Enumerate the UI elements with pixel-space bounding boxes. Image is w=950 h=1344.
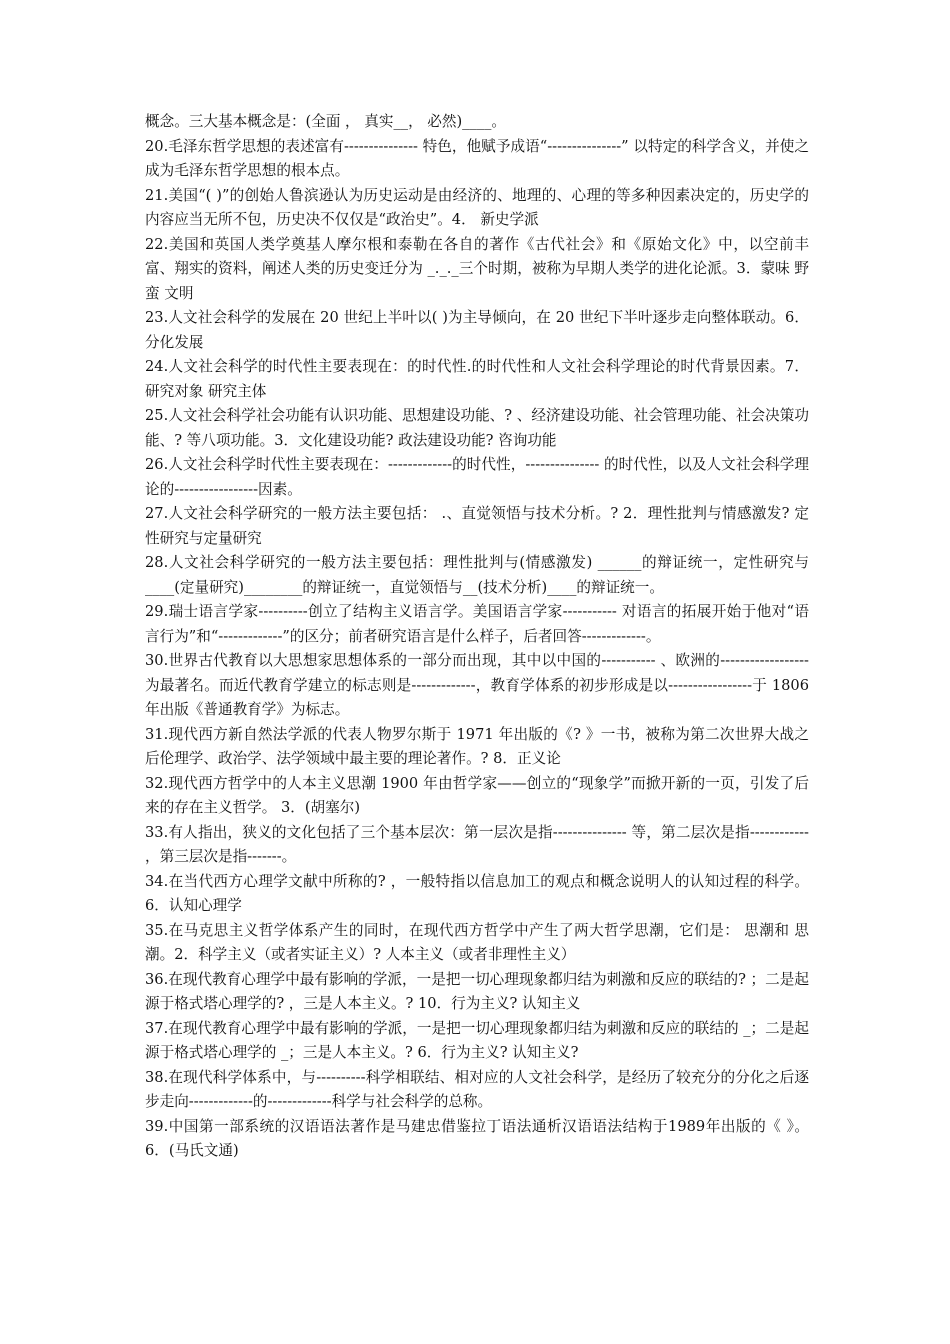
paragraph-q25: 25.人文社会科学社会功能有认识功能、思想建设功能、? 、经济建设功能、社会管理功能、社会决策功能、? 等八项功能。3．文化建设功能? 政法建设功能? 咨询功能	[145, 407, 809, 449]
paragraph-q20: 20.毛泽东哲学思想的表述富有--------------- 特色，他赋予成语“---------------” 以特定的科学含义，并使之成为毛泽东哲学思想的根本点。	[145, 137, 809, 179]
paragraph-q37: 37.在现代教育心理学中最有影响的学派，一是把一切心理现象都归结为刺激和反应的联结的 _；二是起源于格式塔心理学的 _；三是人本主义。? 6．行为主义? 认知主义?	[145, 1019, 809, 1061]
paragraph-q30: 30.世界古代教育以大思想家思想体系的一部分而出现，其中以中国的----------- 、欧洲的------------------为最著名。而近代教育学建立的标志则是-------------，教育学体系的初步形成是以-----------------于 1806 年出版《普通教育学》为标志。	[145, 652, 814, 718]
paragraph-q27: 27.人文社会科学研究的一般方法主要包括： .、直觉领悟与技术分析。? 2．理性批判与情感激发? 定性研究与定量研究	[145, 505, 809, 547]
paragraph-q29: 29.瑞士语言学家----------创立了结构主义语言学。美国语言学家----------- 对语言的拓展开始于他对“语言行为”和“-------------”的区分；前者研究语言是什么样子，后者回答-------------。	[145, 603, 809, 645]
paragraph-q39: 39.中国第一部系统的汉语语法著作是马建忠借鉴拉丁语法通析汉语语法结构于1989年出版的《 》。 6．(马氏文通)	[145, 1117, 814, 1159]
paragraph-intro-concepts: 概念。三大基本概念是：(全面 ， 真实__， 必然)____。	[145, 113, 506, 130]
paragraph-q31: 31.现代西方新自然法学派的代表人物罗尔斯于 1971 年出版的《? 》一书，被称为第二次世界大战之后伦理学、政治学、法学领域中最主要的理论著作。? 8．正义论	[145, 725, 809, 767]
paragraph-q36: 36.在现代教育心理学中最有影响的学派，一是把一切心理现象都归结为刺激和反应的联结的? ；二是起源于格式塔心理学的? ，三是人本主义。? 10．行为主义? 认知主义	[145, 970, 809, 1012]
paragraph-q34: 34.在当代西方心理学文献中所称的? ，一般特指以信息加工的观点和概念说明人的认知过程的科学。6．认知心理学	[145, 872, 809, 914]
paragraph-q35: 35.在马克思主义哲学体系产生的同时，在现代西方哲学中产生了两大哲学思潮，它们是： 思潮和 思潮。2．科学主义（或者实证主义）? 人本主义（或者非理性主义）	[145, 921, 809, 963]
paragraph-q38: 38.在现代科学体系中，与----------科学相联结、相对应的人文社会科学，是经历了较充分的分化之后逐步走向-------------的-------------科学与社会科学的总称。	[145, 1068, 809, 1110]
paragraph-q21: 21.美国“( )”的创始人鲁滨逊认为历史运动是由经济的、地理的、心理的等多种因素决定的，历史学的内容应当无所不包，历史决不仅仅是“政治史”。4． 新史学派	[145, 186, 809, 228]
paragraph-q26: 26.人文社会科学时代性主要表现在：-------------的时代性，--------------- 的时代性，以及人文社会科学理论的-----------------因素。	[145, 456, 809, 498]
paragraph-q28: 28.人文社会科学研究的一般方法主要包括：理性批判与(情感激发) ______的辩证统一，定性研究与____(定量研究)________的辩证统一，直觉领悟与__(技术分析)____的辩证统一。	[145, 554, 809, 596]
paragraph-q32: 32.现代西方哲学中的人本主义思潮 1900 年由哲学家——创立的“现象学”而掀开新的一页，引发了后来的存在主义哲学。 3．(胡塞尔)	[145, 774, 809, 816]
paragraph-q33: 33.有人指出，狭义的文化包括了三个基本层次：第一层次是指--------------- 等，第二层次是指------------ ，第三层次是指-------。	[145, 823, 814, 865]
paragraph-q22: 22.美国和英国人类学奠基人摩尔根和泰勒在各自的著作《古代社会》和《原始文化》中，以空前丰富、翔实的资料，阐述人类的历史变迁分为 _._._三个时期，被称为早期人类学的进化论派。3．蒙味 野蛮 文明	[145, 235, 809, 302]
paragraph-q24: 24.人文社会科学的时代性主要表现在：的时代性.的时代性和人文社会科学理论的时代背景因素。7．研究对象 研究主体	[145, 358, 809, 400]
paragraph-q23: 23.人文社会科学的发展在 20 世纪上半叶以( )为主导倾向，在 20 世纪下半叶逐步走向整体联动。6．分化发展	[145, 309, 809, 351]
document-body	[145, 110, 814, 1164]
